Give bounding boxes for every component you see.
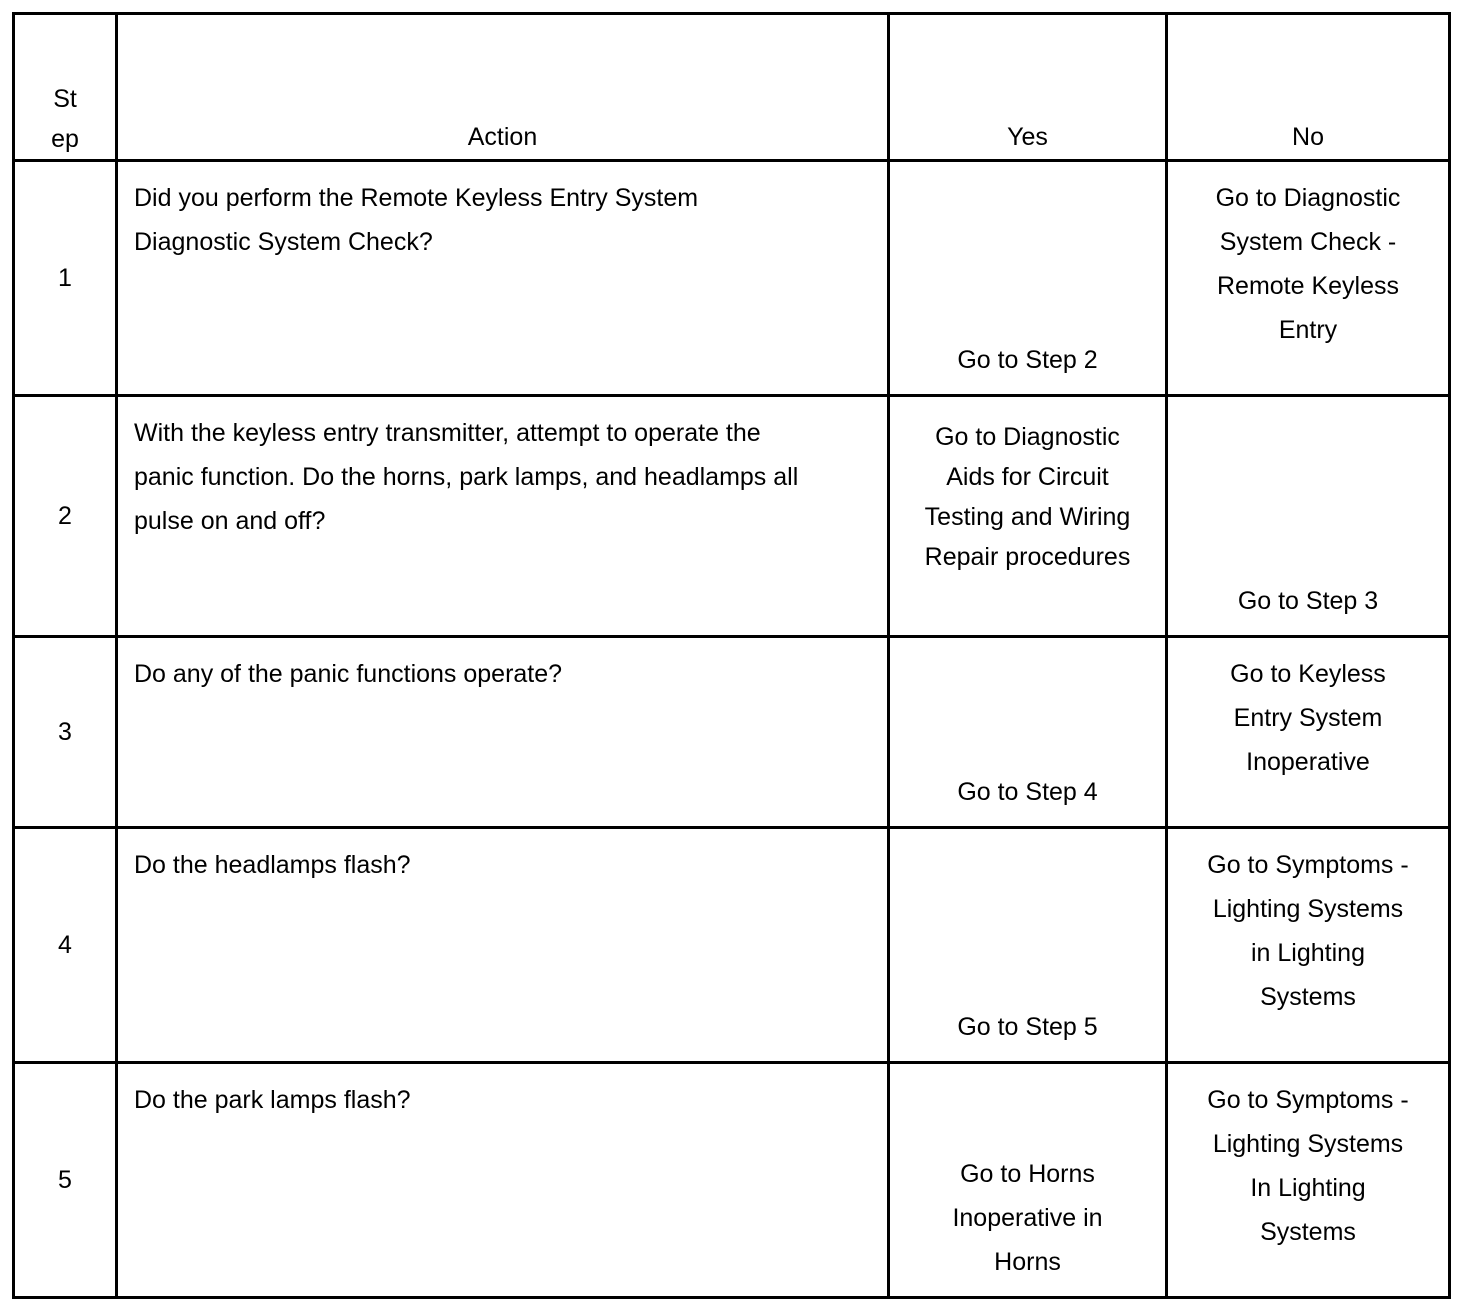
no-line: Go to Step 3 (1237, 587, 1379, 615)
yes-line: Repair procedures (924, 543, 1131, 571)
yes-line: Horns (994, 1248, 1061, 1276)
yes-line: Inoperative in (952, 1204, 1103, 1232)
action-text: Do the park lamps flash? (117, 1063, 889, 1298)
table-row (14, 161, 1450, 396)
step-number: 1 (14, 161, 117, 396)
diagnostic-table (12, 12, 1451, 1299)
table-header-row (14, 14, 1450, 161)
yes-cell (889, 828, 1167, 1063)
yes-line: Go to Diagnostic (935, 423, 1120, 451)
no-line: Lighting Systems (1212, 895, 1404, 923)
action-text: Do any of the panic functions operate? (117, 637, 889, 828)
table-row (14, 828, 1450, 1063)
table-row (14, 396, 1450, 637)
yes-line: Go to Step 2 (957, 346, 1098, 374)
yes-line: Aids for Circuit (946, 463, 1109, 491)
header-step-line-2: ep (51, 125, 79, 153)
no-line: In Lighting (1250, 1174, 1366, 1202)
no-line: Go to Keyless (1230, 660, 1386, 688)
step-number: 5 (14, 1063, 117, 1298)
table-row (14, 637, 1450, 828)
yes-cell (889, 161, 1167, 396)
no-line: Systems (1260, 1218, 1356, 1246)
yes-line: Go to Step 4 (957, 778, 1098, 806)
header-step (14, 14, 117, 161)
no-cell (1167, 396, 1450, 637)
yes-cell (889, 637, 1167, 828)
no-line: Entry (1278, 316, 1338, 344)
no-line: Go to Diagnostic (1215, 184, 1401, 212)
no-line: Go to Symptoms - (1207, 1086, 1409, 1114)
no-line: Remote Keyless (1216, 272, 1400, 300)
action-text: Did you perform the Remote Keyless Entry System Diagnostic System Check? (117, 161, 889, 396)
no-line: Inoperative (1246, 748, 1370, 776)
yes-line: Go to Step 5 (957, 1013, 1098, 1041)
no-cell (1167, 828, 1450, 1063)
header-step-line-1: St (53, 85, 77, 113)
yes-line: Testing and Wiring (924, 503, 1131, 531)
no-line: Systems (1260, 983, 1356, 1011)
no-cell (1167, 1063, 1450, 1298)
no-line: in Lighting (1251, 939, 1365, 967)
no-cell (1167, 161, 1450, 396)
header-no: No (1167, 14, 1450, 161)
no-line: Lighting Systems (1212, 1130, 1404, 1158)
no-line: System Check - (1219, 228, 1397, 256)
no-cell (1167, 637, 1450, 828)
table-row (14, 1063, 1450, 1298)
no-line: Go to Symptoms - (1207, 851, 1409, 879)
action-text: Do the headlamps flash? (117, 828, 889, 1063)
header-yes: Yes (889, 14, 1167, 161)
step-number: 4 (14, 828, 117, 1063)
action-text: With the keyless entry transmitter, attempt to operate the panic function. Do the horns, park lamps, and headlamps all pulse on and off? (117, 396, 889, 637)
step-number: 3 (14, 637, 117, 828)
step-number: 2 (14, 396, 117, 637)
yes-cell (889, 1063, 1167, 1298)
header-action: Action (117, 14, 889, 161)
yes-cell (889, 396, 1167, 637)
yes-line: Go to Horns (960, 1160, 1095, 1188)
no-line: Entry System (1233, 704, 1383, 732)
